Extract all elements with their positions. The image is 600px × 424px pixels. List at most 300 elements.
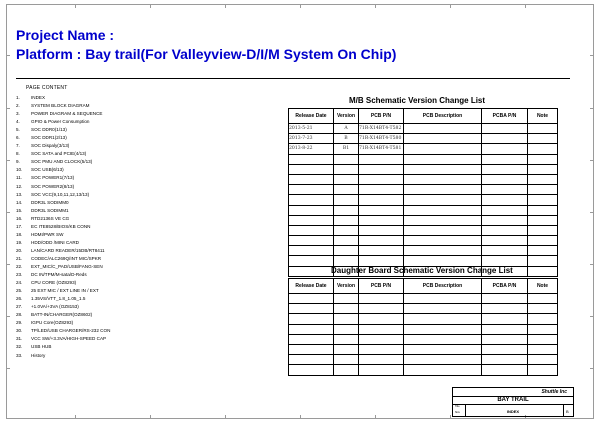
table-cell — [359, 236, 404, 246]
table-row — [289, 365, 558, 375]
table-cell — [404, 236, 482, 246]
page-content-title: PAGE CONTENT — [26, 85, 68, 91]
table-cell — [482, 144, 528, 154]
page-number: 31. — [16, 336, 23, 342]
table-cell — [404, 344, 482, 354]
border-tick — [375, 4, 376, 8]
table-cell — [289, 164, 334, 174]
page-title: 1.35VS/VTT_1.8_1.05_1.5 — [31, 296, 86, 302]
table-cell: 71R-X14BT4-T581 — [359, 144, 404, 154]
table-cell — [334, 304, 359, 314]
table-cell — [528, 355, 558, 365]
page-title: POWER DIAGRAM & SEQUENCE — [31, 111, 103, 117]
table-cell — [482, 256, 528, 266]
page-content-item — [16, 239, 110, 247]
table-cell — [334, 195, 359, 205]
table-row — [289, 294, 558, 304]
border-tick — [6, 316, 10, 317]
table-cell — [528, 304, 558, 314]
border-tick — [225, 415, 226, 419]
page-title: VCC SW/+3.3VA/HIGH-SPEED CAP — [31, 336, 107, 342]
column-header: Release Date — [289, 279, 334, 294]
table-cell — [334, 365, 359, 375]
page-number: 21. — [16, 255, 23, 261]
table-cell — [289, 324, 334, 334]
border-tick — [6, 264, 10, 265]
table-cell — [528, 164, 558, 174]
page-content-item — [16, 126, 110, 134]
page-content-item — [16, 174, 110, 182]
border-tick — [6, 160, 10, 161]
table-cell — [482, 124, 528, 134]
page-title: +1.0VA/+3VA (OZ8153) — [31, 304, 79, 310]
page-content-item — [16, 166, 110, 174]
table-cell — [334, 324, 359, 334]
table-cell — [404, 355, 482, 365]
border-tick — [590, 108, 594, 109]
title-block-divider — [563, 404, 564, 416]
page-title: SOC USB(6/13) — [31, 167, 64, 173]
page-title: SOC DDR0(1/13) — [31, 127, 67, 133]
page-content-item — [16, 134, 110, 142]
page-title: SOC SATA and PCIE(4/13) — [31, 151, 87, 157]
db-version-table — [288, 278, 558, 376]
db-table-title: Daughter Board Schematic Version Change List — [331, 266, 513, 275]
border-tick — [6, 368, 10, 369]
page-number: 8. — [16, 151, 20, 157]
table-cell — [334, 256, 359, 266]
page-content-item — [16, 311, 110, 319]
table-row — [289, 304, 558, 314]
table-cell — [528, 124, 558, 134]
border-tick — [590, 264, 594, 265]
table-cell — [482, 205, 528, 215]
table-row — [289, 164, 558, 174]
table-cell — [404, 294, 482, 304]
page-number: 9. — [16, 159, 20, 165]
mb-version-table — [288, 108, 558, 277]
page-number: 27. — [16, 304, 23, 310]
title-block — [452, 387, 574, 417]
border-tick — [225, 4, 226, 8]
table-cell — [359, 294, 404, 304]
border-tick — [450, 415, 451, 419]
table-cell — [404, 205, 482, 215]
border-tick — [6, 212, 10, 213]
table-cell — [482, 134, 528, 144]
table-cell — [482, 246, 528, 256]
table-cell — [404, 134, 482, 144]
page-number: 7. — [16, 143, 20, 149]
page-title: CODEC/ALC269Q/INT MIC/SPKR — [31, 255, 102, 261]
page-title: SOC DDR1(2/13) — [31, 135, 67, 141]
table-cell — [359, 355, 404, 365]
table-row — [289, 355, 558, 365]
table-cell — [334, 355, 359, 365]
page-content-item — [16, 110, 110, 118]
table-cell — [404, 246, 482, 256]
page-title: USB HUB — [31, 344, 52, 350]
table-cell — [482, 355, 528, 365]
table-cell — [528, 294, 558, 304]
page-content-item — [16, 215, 110, 223]
page-number: 3. — [16, 111, 20, 117]
table-cell — [404, 124, 482, 134]
table-cell — [359, 334, 404, 344]
table-cell — [482, 334, 528, 344]
page-content-list — [16, 94, 110, 360]
size-label: Size — [455, 411, 460, 414]
page-title: DDR3L SODIMM0 — [31, 199, 69, 205]
table-header-row — [289, 279, 558, 294]
table-cell — [482, 365, 528, 375]
table-cell — [528, 144, 558, 154]
table-cell: B — [334, 134, 359, 144]
border-tick — [6, 55, 10, 56]
table-header-row — [289, 109, 558, 124]
column-header: Release Date — [289, 109, 334, 124]
table-row — [289, 314, 558, 324]
document-name: INDEX — [506, 409, 520, 414]
table-cell — [482, 236, 528, 246]
table-cell — [359, 256, 404, 266]
page-number: 15. — [16, 207, 23, 213]
table-cell — [482, 174, 528, 184]
page-title: IGPU Core(OZ8293) — [31, 320, 74, 326]
page-title: RTD2136S VE CG — [31, 215, 70, 221]
page-number: 28. — [16, 312, 23, 318]
table-cell — [289, 355, 334, 365]
page-number: 11. — [16, 175, 23, 181]
table-cell — [528, 154, 558, 164]
table-cell — [482, 324, 528, 334]
table-cell — [482, 225, 528, 235]
page-content-item — [16, 118, 110, 126]
border-tick — [300, 415, 301, 419]
table-cell — [334, 344, 359, 354]
header-divider — [16, 78, 570, 79]
border-tick — [590, 55, 594, 56]
page-number: 1. — [16, 95, 20, 100]
table-cell — [334, 236, 359, 246]
border-tick — [375, 415, 376, 419]
table-cell — [404, 174, 482, 184]
page-title: LAN/CARD READER/15DB/RT8411 — [31, 247, 105, 253]
page-title: History — [31, 352, 46, 358]
table-cell — [334, 334, 359, 344]
page-content-item — [16, 343, 110, 351]
page-number: 26. — [16, 296, 23, 302]
table-cell — [482, 314, 528, 324]
border-tick — [525, 4, 526, 8]
table-cell — [289, 185, 334, 195]
table-cell — [359, 205, 404, 215]
table-row — [289, 185, 558, 195]
table-cell — [359, 195, 404, 205]
page-number: 5. — [16, 127, 20, 133]
page-number: 18. — [16, 231, 23, 237]
table-cell — [482, 154, 528, 164]
page-number: 13. — [16, 191, 23, 197]
table-cell — [334, 294, 359, 304]
page-content-item — [16, 255, 110, 263]
page-content-item — [16, 142, 110, 150]
column-header: PCB P/N — [359, 279, 404, 294]
table-cell — [334, 164, 359, 174]
page-content-item — [16, 279, 110, 287]
page-number: 2. — [16, 103, 20, 109]
table-cell — [359, 324, 404, 334]
table-cell — [404, 324, 482, 334]
table-cell — [482, 215, 528, 225]
table-row — [289, 174, 558, 184]
table-cell — [359, 304, 404, 314]
table-cell — [528, 236, 558, 246]
table-cell — [334, 225, 359, 235]
table-row — [289, 144, 558, 154]
page-title: SOC POWER2(8/13) — [31, 183, 75, 189]
page-title: HDMI/PWR SW — [31, 231, 64, 237]
table-cell — [404, 365, 482, 375]
page-content-item — [16, 287, 110, 295]
table-cell — [359, 174, 404, 184]
table-cell: 71R-X14BT4-T580 — [359, 134, 404, 144]
page-number: 12. — [16, 183, 23, 189]
table-cell — [404, 164, 482, 174]
table-row — [289, 236, 558, 246]
table-row — [289, 205, 558, 215]
table-cell — [528, 344, 558, 354]
revision: B — [566, 409, 569, 414]
table-cell — [359, 215, 404, 225]
page-title: SOC PMU AND CLOCK(5/13) — [31, 159, 93, 165]
project-name-label: Project Name : — [16, 27, 115, 43]
border-tick — [300, 4, 301, 8]
table-cell: 2013-5-21 — [289, 124, 334, 134]
table-cell — [528, 256, 558, 266]
page-number: 23. — [16, 272, 23, 278]
column-header: PCB Description — [404, 279, 482, 294]
table-row — [289, 124, 558, 134]
page-content-item — [16, 295, 110, 303]
table-row — [289, 246, 558, 256]
page-title: DDR3L SODIMM1 — [31, 207, 69, 213]
table-row — [289, 134, 558, 144]
table-cell — [289, 246, 334, 256]
table-row — [289, 225, 558, 235]
page-number: 16. — [16, 215, 23, 221]
table-cell — [404, 225, 482, 235]
page-content-item — [16, 231, 110, 239]
table-row — [289, 344, 558, 354]
table-cell — [404, 314, 482, 324]
page-number: 19. — [16, 239, 23, 245]
page-content-item — [16, 327, 110, 335]
border-tick — [6, 108, 10, 109]
table-row — [289, 324, 558, 334]
table-cell — [404, 144, 482, 154]
page-title: SOC Dispaly(3/13) — [31, 143, 70, 149]
page-title: TP/LED/USB CHARGER/RS-232 CON — [31, 328, 111, 334]
table-cell — [359, 225, 404, 235]
table-cell — [528, 314, 558, 324]
table-cell — [334, 174, 359, 184]
table-cell — [404, 185, 482, 195]
table-cell — [289, 266, 334, 276]
table-cell — [528, 174, 558, 184]
page-number: 6. — [16, 135, 20, 141]
table-cell — [289, 236, 334, 246]
page-title: GPIO & Power Consumption — [31, 119, 90, 125]
border-tick — [150, 415, 151, 419]
page-title: SOC VCC(9,10,11,12,13/13) — [31, 191, 90, 197]
company-name: Shuttle Inc — [541, 389, 567, 395]
table-cell — [334, 215, 359, 225]
table-cell — [359, 365, 404, 375]
table-cell — [289, 154, 334, 164]
table-cell — [289, 365, 334, 375]
table-cell — [359, 314, 404, 324]
border-tick — [590, 212, 594, 213]
table-cell — [482, 344, 528, 354]
column-header: PCBA P/N — [482, 279, 528, 294]
table-cell: 71R-X14BT4-T582 — [359, 124, 404, 134]
table-cell — [359, 164, 404, 174]
table-cell — [334, 246, 359, 256]
table-cell — [404, 215, 482, 225]
page-number: 24. — [16, 280, 23, 286]
border-tick — [150, 4, 151, 8]
page-content-item — [16, 271, 110, 279]
table-cell — [528, 134, 558, 144]
table-cell — [404, 154, 482, 164]
border-tick — [75, 4, 76, 8]
table-cell — [528, 205, 558, 215]
table-row — [289, 195, 558, 205]
title-label: Title — [455, 405, 460, 408]
page-number: 14. — [16, 199, 23, 205]
table-cell — [289, 314, 334, 324]
page-content-item — [16, 263, 110, 271]
page-content-item — [16, 352, 110, 360]
page-title: INDEX — [31, 95, 46, 100]
table-cell — [289, 256, 334, 266]
page-title: 25 EXT MIC / EXT LINE IN / EXT — [31, 288, 99, 294]
table-cell — [289, 225, 334, 235]
table-cell — [482, 195, 528, 205]
page-number: 30. — [16, 328, 23, 334]
page-content-item — [16, 199, 110, 207]
table-cell — [359, 246, 404, 256]
page-content-item — [16, 150, 110, 158]
table-cell — [334, 185, 359, 195]
table-cell — [528, 225, 558, 235]
page-title: BATT-IN/CHARGER(OZ8602) — [31, 312, 93, 318]
page-content-item — [16, 102, 110, 110]
mb-table-title: M/B Schematic Version Change List — [349, 96, 486, 105]
table-cell — [289, 205, 334, 215]
page-content-item — [16, 191, 110, 199]
page-number: 20. — [16, 247, 23, 253]
table-cell — [528, 266, 558, 276]
page-content-item — [16, 94, 110, 102]
table-cell — [528, 334, 558, 344]
table-cell: 2013-7-23 — [289, 134, 334, 144]
page-content-item — [16, 183, 110, 191]
page-number: 25. — [16, 288, 23, 294]
page-content-item — [16, 247, 110, 255]
border-tick — [75, 415, 76, 419]
page-content-item — [16, 335, 110, 343]
table-cell — [289, 304, 334, 314]
page-content-item — [16, 223, 110, 231]
table-cell — [289, 334, 334, 344]
table-cell — [289, 344, 334, 354]
table-cell — [334, 205, 359, 215]
page-content-item — [16, 158, 110, 166]
page-content-item — [16, 303, 110, 311]
table-cell: B1 — [334, 144, 359, 154]
table-cell — [528, 215, 558, 225]
table-cell — [289, 294, 334, 304]
table-cell — [482, 185, 528, 195]
table-cell — [482, 294, 528, 304]
border-tick — [590, 160, 594, 161]
column-header: PCBA P/N — [482, 109, 528, 124]
border-tick — [450, 4, 451, 8]
page-title: EXT_MIC/C_PAD/USB/FANG-SEN — [31, 263, 103, 269]
table-cell — [528, 324, 558, 334]
page-number: 17. — [16, 223, 23, 229]
column-header: Note — [528, 279, 558, 294]
table-cell — [528, 185, 558, 195]
table-cell — [528, 195, 558, 205]
table-cell — [404, 304, 482, 314]
table-cell — [289, 215, 334, 225]
table-cell — [359, 185, 404, 195]
page-number: 10. — [16, 167, 23, 173]
table-cell — [404, 256, 482, 266]
table-cell — [334, 314, 359, 324]
table-cell — [528, 246, 558, 256]
page-content-item — [16, 319, 110, 327]
table-row — [289, 256, 558, 266]
page-number: 22. — [16, 263, 23, 269]
page-content-item — [16, 207, 110, 215]
page-title: EC ITE8528/BIOS/KB CONN — [31, 223, 91, 229]
border-tick — [590, 316, 594, 317]
border-tick — [590, 368, 594, 369]
page-title: CPU CORE (OZ8293) — [31, 280, 77, 286]
platform-label: Platform : Bay trail(For Valleyview-D/I/M System On Chip) — [16, 46, 397, 62]
table-cell — [359, 154, 404, 164]
page-title: HDD/ODD /MINI CARD — [31, 239, 79, 245]
table-cell — [404, 334, 482, 344]
table-cell: 2013-8-22 — [289, 144, 334, 154]
page-number: 33. — [16, 352, 23, 358]
title-block-divider — [465, 404, 466, 416]
table-cell — [334, 154, 359, 164]
page-title: SOC POWER1(7/13) — [31, 175, 75, 181]
column-header: PCB P/N — [359, 109, 404, 124]
column-header: Version — [334, 279, 359, 294]
project-title: BAY TRAIL — [497, 397, 529, 403]
title-block-divider — [453, 404, 573, 405]
table-cell — [289, 195, 334, 205]
table-cell — [359, 344, 404, 354]
page-number: 4. — [16, 119, 20, 125]
column-header: PCB Description — [404, 109, 482, 124]
